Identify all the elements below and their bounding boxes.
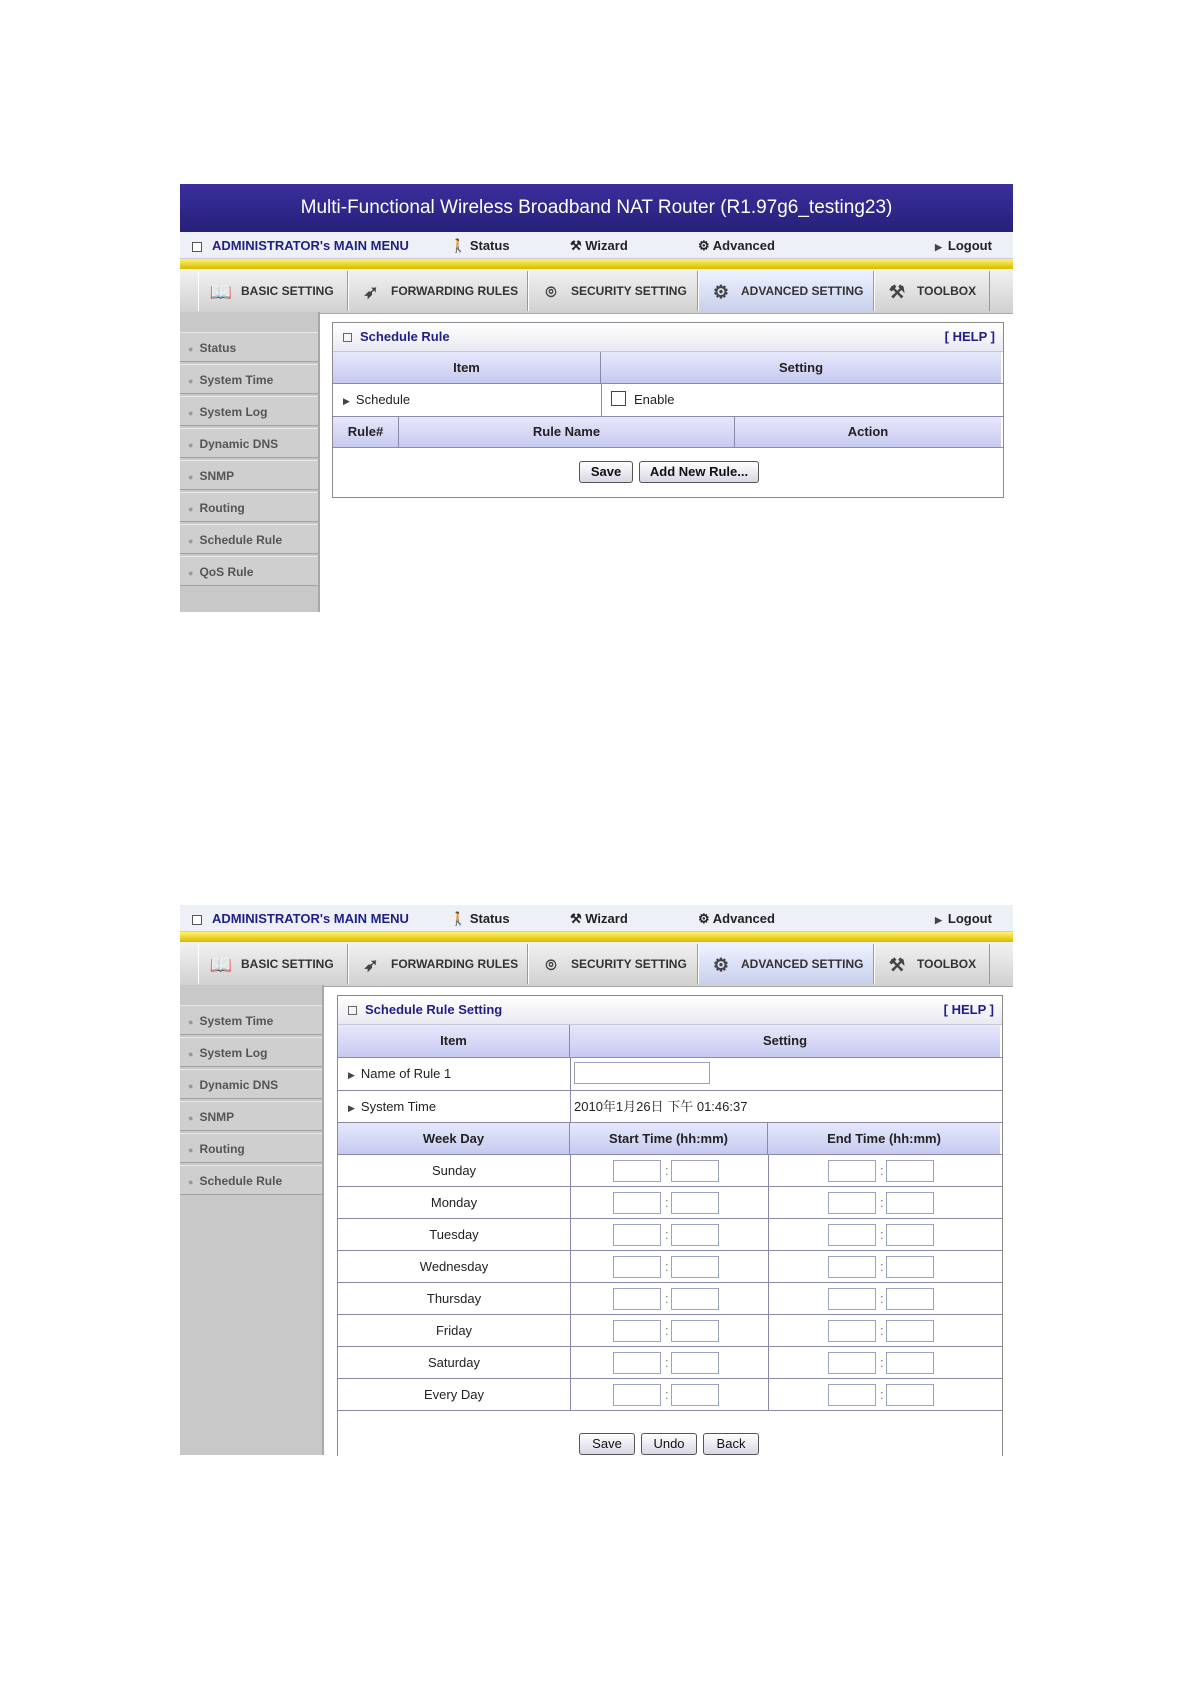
bullet-icon: ●	[188, 344, 194, 354]
start-minute-input[interactable]	[671, 1192, 719, 1214]
admin-main-menu	[180, 232, 1013, 259]
end-hour-input[interactable]	[828, 1160, 876, 1182]
forward-icon: ➶	[363, 954, 379, 975]
week-day-label: Tuesday	[429, 1227, 479, 1242]
sidebar-item-qos-rule[interactable]: ● QoS Rule	[180, 556, 318, 586]
tab-advanced-setting[interactable]: ⚙ ADVANCED SETTING	[698, 271, 874, 311]
save-button[interactable]: Save	[579, 1433, 635, 1455]
wizard-icon: ⚒	[570, 238, 586, 253]
end-minute-input[interactable]	[886, 1288, 934, 1310]
bullet-icon: ●	[188, 1049, 194, 1059]
help-link[interactable]: [ HELP ]	[943, 1002, 994, 1017]
schedule-rule-setting-screenshot	[180, 905, 1013, 1455]
triangle-right-icon: ▶	[935, 915, 942, 925]
bullet-icon: ●	[188, 440, 194, 450]
advanced-icon: ⚙	[712, 281, 730, 302]
triangle-right-icon: ▶	[348, 1103, 355, 1113]
end-hour-input[interactable]	[828, 1288, 876, 1310]
menu-logout[interactable]: ▶ Logout	[935, 911, 992, 926]
end-hour-input[interactable]	[828, 1384, 876, 1406]
enable-checkbox[interactable]	[611, 391, 626, 406]
main-tabs	[180, 269, 1013, 314]
sidebar	[180, 985, 324, 1455]
start-hour-input[interactable]	[613, 1224, 661, 1246]
schedule-rule-setting-panel	[337, 995, 1003, 1456]
triangle-right-icon: ▶	[348, 1070, 355, 1080]
start-minute-input[interactable]	[671, 1224, 719, 1246]
person-icon: 🚶	[450, 911, 470, 926]
tab-security-setting[interactable]: ⌾ SECURITY SETTING	[528, 271, 698, 311]
time-separator: :	[665, 1323, 669, 1338]
time-separator: :	[665, 1387, 669, 1402]
column-header-setting: Setting	[570, 1025, 1000, 1057]
end-hour-input[interactable]	[828, 1224, 876, 1246]
book-icon: 📖	[209, 281, 233, 302]
row-label-schedule: ▶ Schedule	[343, 392, 411, 407]
add-new-rule-button[interactable]: Add New Rule...	[639, 461, 759, 483]
sidebar-item-system-log[interactable]: ● System Log	[180, 396, 318, 426]
square-icon	[192, 915, 202, 925]
person-icon: 🚶	[450, 238, 470, 253]
time-separator: :	[880, 1291, 884, 1306]
time-separator: :	[880, 1195, 884, 1210]
triangle-right-icon: ▶	[343, 396, 350, 406]
end-hour-input[interactable]	[828, 1192, 876, 1214]
end-minute-input[interactable]	[886, 1352, 934, 1374]
square-icon	[343, 333, 352, 342]
sidebar-item-dynamic-dns[interactable]: ● Dynamic DNS	[180, 428, 318, 458]
time-separator: :	[880, 1355, 884, 1370]
row-label-system-time: ▶ System Time	[348, 1099, 437, 1114]
bullet-icon: ●	[188, 1145, 194, 1155]
end-hour-input[interactable]	[828, 1320, 876, 1342]
tab-basic-setting[interactable]: 📖 BASIC SETTING	[198, 271, 348, 311]
menu-wizard[interactable]: ⚒ Wizard	[570, 911, 628, 926]
advanced-icon: ⚙	[698, 911, 713, 926]
start-hour-input[interactable]	[613, 1384, 661, 1406]
week-day-label: Sunday	[431, 1163, 477, 1178]
time-separator: :	[665, 1291, 669, 1306]
forward-icon: ➶	[363, 281, 379, 302]
square-icon	[348, 1006, 357, 1015]
back-button[interactable]: Back	[703, 1433, 759, 1455]
menu-logout[interactable]: ▶ Logout	[935, 238, 992, 253]
column-header-rule-name: Rule Name	[399, 417, 735, 447]
tab-forwarding-rules[interactable]: ➶ FORWARDING RULES	[348, 944, 528, 984]
triangle-right-icon: ▶	[935, 242, 942, 252]
start-minute-input[interactable]	[671, 1320, 719, 1342]
time-separator: :	[880, 1227, 884, 1242]
panel-title: Schedule Rule [ HELP ]	[333, 323, 1003, 352]
admin-menu-label: ADMINISTRATOR's MAIN MENU	[212, 911, 409, 926]
menu-advanced[interactable]: ⚙ Advanced	[698, 238, 775, 253]
menu-wizard[interactable]: ⚒ Wizard	[570, 238, 628, 253]
end-minute-input[interactable]	[886, 1192, 934, 1214]
bullet-icon: ●	[188, 536, 194, 546]
week-day-label: Thursday	[426, 1291, 482, 1306]
admin-menu-label: ADMINISTRATOR's MAIN MENU	[212, 238, 409, 253]
sidebar-item-system-log[interactable]: ● System Log	[180, 1037, 322, 1067]
column-header-action: Action	[735, 417, 1001, 447]
enable-label: Enable	[634, 392, 675, 407]
toolbox-icon: ⚒	[888, 281, 906, 302]
bullet-icon: ●	[188, 1113, 194, 1123]
sidebar	[180, 312, 320, 612]
time-separator: :	[665, 1355, 669, 1370]
row-label-name-of-rule: ▶ Name of Rule 1	[348, 1066, 452, 1081]
time-separator: :	[665, 1195, 669, 1210]
start-hour-input[interactable]	[613, 1288, 661, 1310]
tab-security-setting[interactable]: ⌾ SECURITY SETTING	[528, 944, 698, 984]
start-minute-input[interactable]	[671, 1352, 719, 1374]
advanced-icon: ⚙	[712, 954, 730, 975]
bullet-icon: ●	[188, 408, 194, 418]
bullet-icon: ●	[188, 1081, 194, 1091]
end-minute-input[interactable]	[886, 1224, 934, 1246]
start-hour-input[interactable]	[613, 1160, 661, 1182]
end-hour-input[interactable]	[828, 1352, 876, 1374]
column-header-setting: Setting	[601, 352, 1001, 383]
start-hour-input[interactable]	[613, 1256, 661, 1278]
end-minute-input[interactable]	[886, 1256, 934, 1278]
router-banner-title: Multi-Functional Wireless Broadband NAT Router (R1.97g6_testing23)	[180, 184, 1013, 232]
sidebar-item-snmp[interactable]: ● SNMP	[180, 1101, 322, 1131]
bullet-icon: ●	[188, 472, 194, 482]
main-tabs	[180, 942, 1013, 987]
time-separator: :	[880, 1163, 884, 1178]
toolbox-icon: ⚒	[888, 954, 906, 975]
week-day-label: Saturday	[427, 1355, 481, 1370]
start-minute-input[interactable]	[671, 1160, 719, 1182]
sidebar-item-routing[interactable]: ● Routing	[180, 1133, 322, 1163]
column-header-item: Item	[333, 352, 601, 383]
menu-status[interactable]: 🚶 Status	[450, 238, 510, 253]
start-minute-input[interactable]	[671, 1256, 719, 1278]
undo-button[interactable]: Undo	[641, 1433, 697, 1455]
sidebar-item-snmp[interactable]: ● SNMP	[180, 460, 318, 490]
tab-advanced-setting[interactable]: ⚙ ADVANCED SETTING	[698, 944, 874, 984]
week-day-label: Friday	[435, 1323, 473, 1338]
time-separator: :	[880, 1387, 884, 1402]
start-hour-input[interactable]	[613, 1320, 661, 1342]
column-header-week-day: Week Day	[338, 1123, 570, 1154]
menu-status[interactable]: 🚶 Status	[450, 911, 510, 926]
week-day-label: Wednesday	[419, 1259, 489, 1274]
schedule-enable[interactable]	[611, 384, 991, 416]
save-button[interactable]: Save	[579, 461, 633, 483]
end-hour-input[interactable]	[828, 1256, 876, 1278]
column-header-start-time: Start Time (hh:mm)	[570, 1123, 768, 1154]
lock-icon: ⌾	[545, 281, 557, 302]
week-day-label: Monday	[430, 1195, 478, 1210]
sidebar-item-system-time[interactable]: ● System Time	[180, 364, 318, 394]
time-separator: :	[665, 1227, 669, 1242]
end-minute-input[interactable]	[886, 1384, 934, 1406]
bullet-icon: ●	[188, 568, 194, 578]
sidebar-item-schedule-rule[interactable]: ● Schedule Rule	[180, 524, 318, 554]
column-header-rule-number: Rule#	[333, 417, 399, 447]
column-header-item: Item	[338, 1025, 570, 1057]
end-minute-input[interactable]	[886, 1160, 934, 1182]
sidebar-item-routing[interactable]: ● Routing	[180, 492, 318, 522]
system-time-value: 2010年1月26日 下午 01:46:37	[574, 1099, 748, 1114]
rule-name-input[interactable]	[574, 1062, 710, 1084]
bullet-icon: ●	[188, 504, 194, 514]
start-minute-input[interactable]	[671, 1288, 719, 1310]
bullet-icon: ●	[188, 376, 194, 386]
start-hour-input[interactable]	[613, 1352, 661, 1374]
wizard-icon: ⚒	[570, 911, 586, 926]
tab-forwarding-rules[interactable]: ➶ FORWARDING RULES	[348, 271, 528, 311]
sidebar-item-schedule-rule[interactable]: ● Schedule Rule	[180, 1165, 322, 1195]
sidebar-item-status[interactable]: ● Status	[180, 332, 318, 362]
time-separator: :	[880, 1323, 884, 1338]
schedule-rule-screenshot	[180, 184, 1013, 612]
help-link[interactable]: [ HELP ]	[944, 329, 995, 344]
square-icon	[192, 242, 202, 252]
time-separator: :	[665, 1163, 669, 1178]
time-separator: :	[665, 1259, 669, 1274]
admin-main-menu	[180, 905, 1013, 932]
panel-title: Schedule Rule Setting [ HELP ]	[338, 996, 1002, 1025]
time-separator: :	[880, 1259, 884, 1274]
schedule-rule-panel	[332, 322, 1004, 498]
book-icon: 📖	[209, 954, 233, 975]
start-hour-input[interactable]	[613, 1192, 661, 1214]
start-minute-input[interactable]	[671, 1384, 719, 1406]
menu-advanced[interactable]: ⚙ Advanced	[698, 911, 775, 926]
sidebar-item-dynamic-dns[interactable]: ● Dynamic DNS	[180, 1069, 322, 1099]
column-header-end-time: End Time (hh:mm)	[768, 1123, 1000, 1154]
lock-icon: ⌾	[545, 954, 557, 975]
bullet-icon: ●	[188, 1017, 194, 1027]
tab-basic-setting[interactable]: 📖 BASIC SETTING	[198, 944, 348, 984]
week-day-label: Every Day	[424, 1387, 484, 1402]
sidebar-item-system-time[interactable]: ● System Time	[180, 1005, 322, 1035]
end-minute-input[interactable]	[886, 1320, 934, 1342]
bullet-icon: ●	[188, 1177, 194, 1187]
tab-toolbox[interactable]: ⚒ TOOLBOX	[874, 944, 990, 984]
tab-toolbox[interactable]: ⚒ TOOLBOX	[874, 271, 990, 311]
advanced-icon: ⚙	[698, 238, 713, 253]
